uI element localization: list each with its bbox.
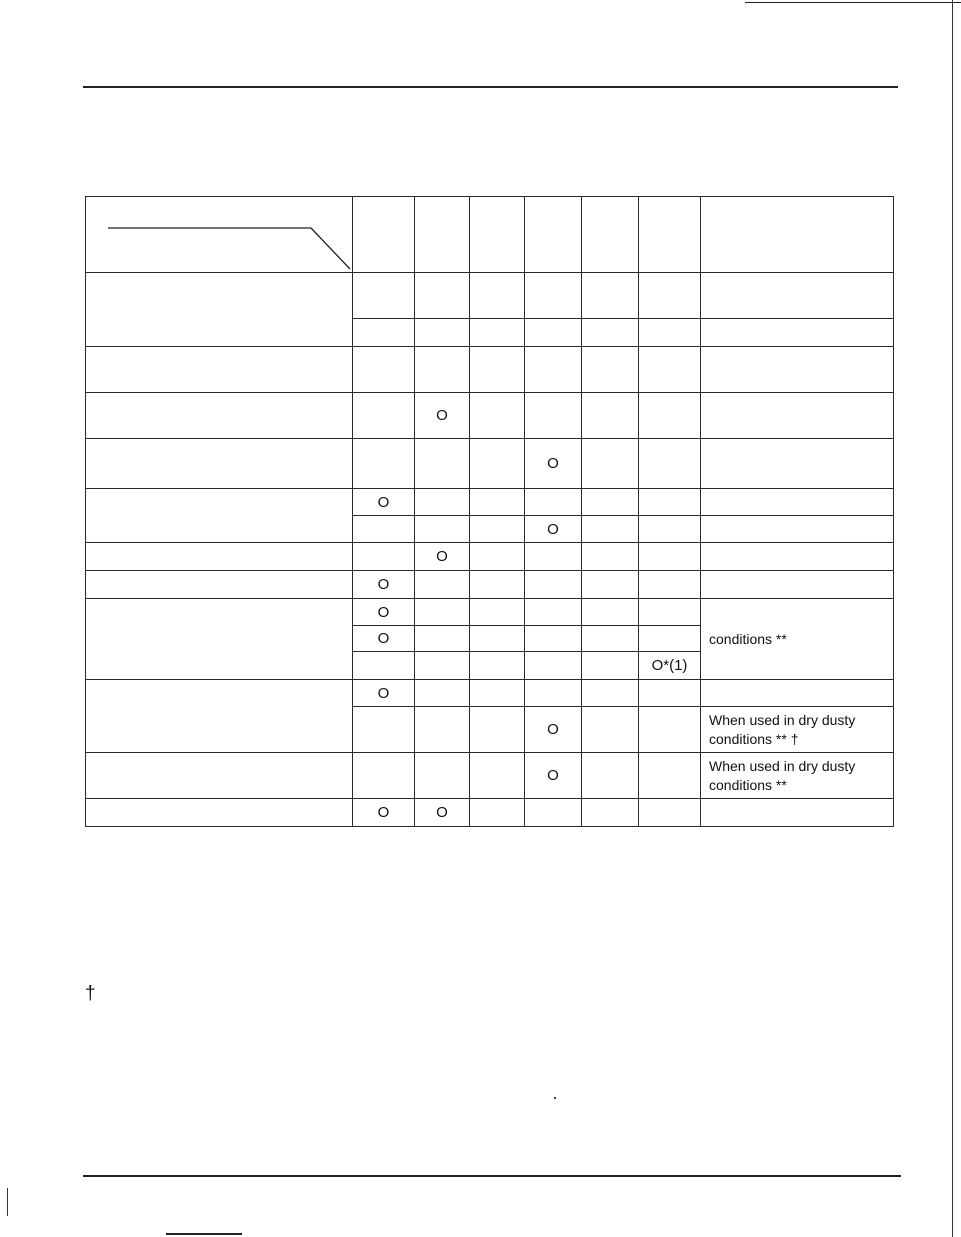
- mark-cell: [525, 489, 582, 516]
- item-label: [86, 273, 353, 347]
- mark-cell: [582, 347, 639, 393]
- mark-cell: [415, 707, 470, 753]
- table-row: [86, 543, 894, 571]
- mark-cell: [582, 516, 639, 543]
- mark-cell: [470, 652, 525, 680]
- remark-cell: [701, 319, 894, 347]
- mark-cell: [582, 753, 639, 799]
- item-label: [86, 347, 353, 393]
- mark-cell: [470, 571, 525, 599]
- mark-cell: [470, 626, 525, 652]
- mark-cell: [470, 516, 525, 543]
- mark-cell: [525, 626, 582, 652]
- mark-cell: [582, 680, 639, 707]
- mark-cell: [470, 680, 525, 707]
- item-label: [86, 599, 353, 680]
- mark-cell: O: [415, 393, 470, 439]
- mark-cell: [470, 753, 525, 799]
- mark-cell: [582, 626, 639, 652]
- mark-cell: O: [525, 439, 582, 489]
- mark-cell: [582, 439, 639, 489]
- mark-cell: [525, 571, 582, 599]
- mark-cell: [415, 652, 470, 680]
- mark-cell: [470, 273, 525, 319]
- table-row: [86, 489, 894, 516]
- interval-col-1: [353, 197, 415, 273]
- mark-cell: [639, 489, 701, 516]
- interval-col-3: [470, 197, 525, 273]
- mark-cell: [582, 799, 639, 827]
- remark-cell: [701, 571, 894, 599]
- mark-cell: O: [525, 516, 582, 543]
- mark-cell: O: [353, 571, 415, 599]
- mark-cell: [415, 273, 470, 319]
- mark-cell: [470, 347, 525, 393]
- header-diagonal: [86, 197, 353, 272]
- mark-cell: [353, 543, 415, 571]
- mark-cell: [470, 599, 525, 626]
- mark-cell: [639, 273, 701, 319]
- mark-cell: [639, 707, 701, 753]
- remark-cell: [701, 680, 894, 707]
- interval-col-5: [582, 197, 639, 273]
- remark-cell: [701, 347, 894, 393]
- mark-cell: [582, 273, 639, 319]
- mark-cell: [525, 319, 582, 347]
- top-right-rule: [745, 2, 961, 3]
- mark-cell: [525, 347, 582, 393]
- mark-cell: O: [353, 799, 415, 827]
- interval-col-4: [525, 197, 582, 273]
- remark-cell: [701, 439, 894, 489]
- mark-cell: [415, 626, 470, 652]
- mark-cell: [582, 393, 639, 439]
- mark-cell: [525, 393, 582, 439]
- mark-cell: [525, 799, 582, 827]
- mark-cell: [525, 273, 582, 319]
- mark-cell: [353, 393, 415, 439]
- remark-cell: [701, 799, 894, 827]
- mark-cell: [582, 652, 639, 680]
- table-row: [86, 393, 894, 439]
- remark-cell: [701, 273, 894, 319]
- mark-cell: [582, 319, 639, 347]
- mark-cell: [525, 652, 582, 680]
- mark-cell: [470, 393, 525, 439]
- item-label: [86, 439, 353, 489]
- mark-cell: [639, 571, 701, 599]
- remarks-header: [701, 197, 894, 273]
- mark-cell: [525, 543, 582, 571]
- mark-cell: [415, 319, 470, 347]
- mark-cell: O*(1): [639, 652, 701, 680]
- remark-cell: [701, 543, 894, 571]
- mark-cell: [639, 319, 701, 347]
- mark-cell: [353, 707, 415, 753]
- remark-cell: [701, 393, 894, 439]
- mark-cell: [353, 439, 415, 489]
- mark-cell: [582, 571, 639, 599]
- item-label: [86, 799, 353, 827]
- mark-cell: [470, 489, 525, 516]
- mark-cell: [639, 799, 701, 827]
- mark-cell: [353, 652, 415, 680]
- mark-cell: [470, 543, 525, 571]
- mark-cell: [525, 599, 582, 626]
- right-page-edge: [952, 0, 953, 1237]
- mark-cell: [470, 707, 525, 753]
- bottom-rule: [83, 1175, 901, 1177]
- mark-cell: [639, 753, 701, 799]
- top-rule: [83, 86, 898, 88]
- table-row: [86, 571, 894, 599]
- mark-cell: [582, 599, 639, 626]
- mark-cell: O: [353, 626, 415, 652]
- left-margin-mark: [7, 1188, 8, 1216]
- footnote-dagger: †: [85, 983, 96, 1004]
- mark-cell: O: [525, 753, 582, 799]
- mark-cell: [353, 516, 415, 543]
- mark-cell: O: [525, 707, 582, 753]
- mark-cell: [415, 347, 470, 393]
- mark-cell: O: [415, 543, 470, 571]
- table-row: [86, 347, 894, 393]
- mark-cell: [415, 680, 470, 707]
- mark-cell: [353, 273, 415, 319]
- item-label: [86, 680, 353, 753]
- mark-cell: [525, 680, 582, 707]
- mark-cell: [639, 347, 701, 393]
- maintenance-schedule-table: [85, 196, 894, 827]
- table-row: [86, 439, 894, 489]
- remark-cell: [701, 516, 894, 543]
- interval-col-2: [415, 197, 470, 273]
- remark-cell: [701, 489, 894, 516]
- item-label: [86, 753, 353, 799]
- item-label: [86, 489, 353, 543]
- item-label: [86, 543, 353, 571]
- item-label: [86, 393, 353, 439]
- mark-cell: [415, 489, 470, 516]
- mark-cell: [353, 753, 415, 799]
- bottom-short-rule: [166, 1233, 242, 1235]
- remark-cell: conditions **: [701, 599, 894, 680]
- header-corner-cell: [86, 197, 353, 273]
- mark-cell: [639, 439, 701, 489]
- mark-cell: O: [415, 799, 470, 827]
- mark-cell: [582, 543, 639, 571]
- mark-cell: [470, 319, 525, 347]
- table-row: [86, 273, 894, 319]
- mark-cell: O: [353, 489, 415, 516]
- item-label: [86, 571, 353, 599]
- mark-cell: [415, 753, 470, 799]
- table-row: [86, 799, 894, 827]
- mark-cell: [639, 516, 701, 543]
- mark-cell: [353, 319, 415, 347]
- mark-cell: [353, 347, 415, 393]
- mark-cell: O: [353, 680, 415, 707]
- mark-cell: O: [353, 599, 415, 626]
- mark-cell: [582, 707, 639, 753]
- mark-cell: [639, 626, 701, 652]
- mark-cell: [415, 439, 470, 489]
- remark-cell: When used in dry dusty conditions **: [701, 753, 894, 799]
- mark-cell: [639, 599, 701, 626]
- scan-speck: [554, 1097, 556, 1099]
- mark-cell: [639, 680, 701, 707]
- table-row: [86, 753, 894, 799]
- mark-cell: [415, 516, 470, 543]
- mark-cell: [470, 799, 525, 827]
- mark-cell: [415, 599, 470, 626]
- mark-cell: [415, 571, 470, 599]
- mark-cell: [582, 489, 639, 516]
- mark-cell: [470, 439, 525, 489]
- table-row: [86, 599, 894, 626]
- header-row: [86, 197, 894, 273]
- table-row: [86, 680, 894, 707]
- mark-cell: [639, 393, 701, 439]
- remark-cell: When used in dry dusty conditions ** †: [701, 707, 894, 753]
- interval-col-6: [639, 197, 701, 273]
- mark-cell: [639, 543, 701, 571]
